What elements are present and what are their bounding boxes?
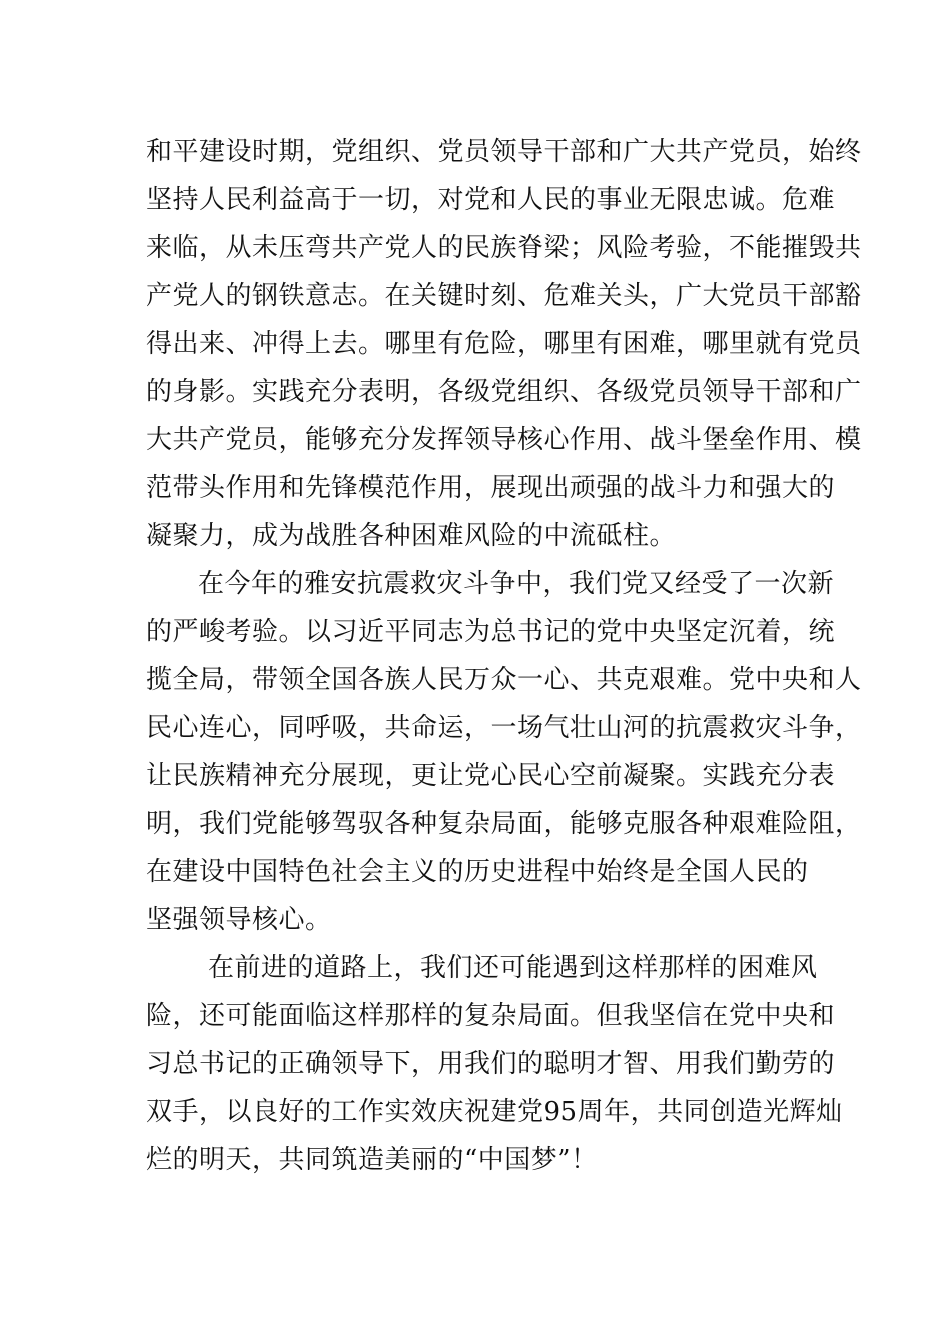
text-line: 险，还可能面临这样那样的复杂局面。但我坚信在党中央和 [146, 1001, 836, 1031]
text-line: 得出来、冲得上去。哪里有危险，哪里有困难，哪里就有党员 [146, 329, 862, 359]
text-line: 凝聚力，成为战胜各种困难风险的中流砥柱。 [146, 521, 677, 551]
text-line: 坚持人民利益高于一切，对党和人民的事业无限忠诚。危难 [146, 185, 836, 215]
text-line: 民心连心，同呼吸，共命运，一场气壮山河的抗震救灾斗争， [146, 713, 862, 743]
text-line: 双手，以良好的工作实效庆祝建党95周年，共同创造光辉灿 [146, 1097, 843, 1127]
text-line: 习总书记的正确领导下，用我们的聪明才智、用我们勤劳的 [146, 1049, 836, 1079]
text-line: 大共产党员，能够充分发挥领导核心作用、战斗堡垒作用、模 [146, 425, 862, 455]
text-line: 坚强领导核心。 [146, 905, 332, 935]
paragraph-3 [146, 944, 843, 1184]
text-line: 和平建设时期，党组织、党员领导干部和广大共产党员，始终 [146, 137, 862, 167]
text-line: 明，我们党能够驾驭各种复杂局面，能够克服各种艰难险阻， [146, 809, 862, 839]
text-line: 范带头作用和先锋模范作用，展现出顽强的战斗力和强大的 [146, 473, 836, 503]
text-line: 在今年的雅安抗震救灾斗争中，我们党又经受了一次新 [198, 569, 835, 599]
text-line: 揽全局，带领全国各族人民万众一心、共克艰难。党中央和人 [146, 665, 862, 695]
text-line: 的身影。实践充分表明，各级党组织、各级党员领导干部和广 [146, 377, 862, 407]
body-text [146, 128, 862, 1184]
text-line: 让民族精神充分展现，更让党心民心空前凝聚。实践充分表 [146, 761, 836, 791]
text-line: 产党人的钢铁意志。在关键时刻、危难关头，广大党员干部豁 [146, 281, 862, 311]
paragraph-1 [146, 128, 862, 560]
text-line: 的严峻考验。以习近平同志为总书记的党中央坚定沉着，统 [146, 617, 836, 647]
text-line: 在建设中国特色社会主义的历史进程中始终是全国人民的 [146, 857, 809, 887]
text-line: 来临，从未压弯共产党人的民族脊梁；风险考验，不能摧毁共 [146, 233, 862, 263]
text-line: 烂的明天，共同筑造美丽的“中国梦”！ [146, 1145, 598, 1175]
paragraph-2 [146, 560, 862, 944]
text-line: 在前进的道路上，我们还可能遇到这样那样的困难风 [208, 953, 818, 983]
